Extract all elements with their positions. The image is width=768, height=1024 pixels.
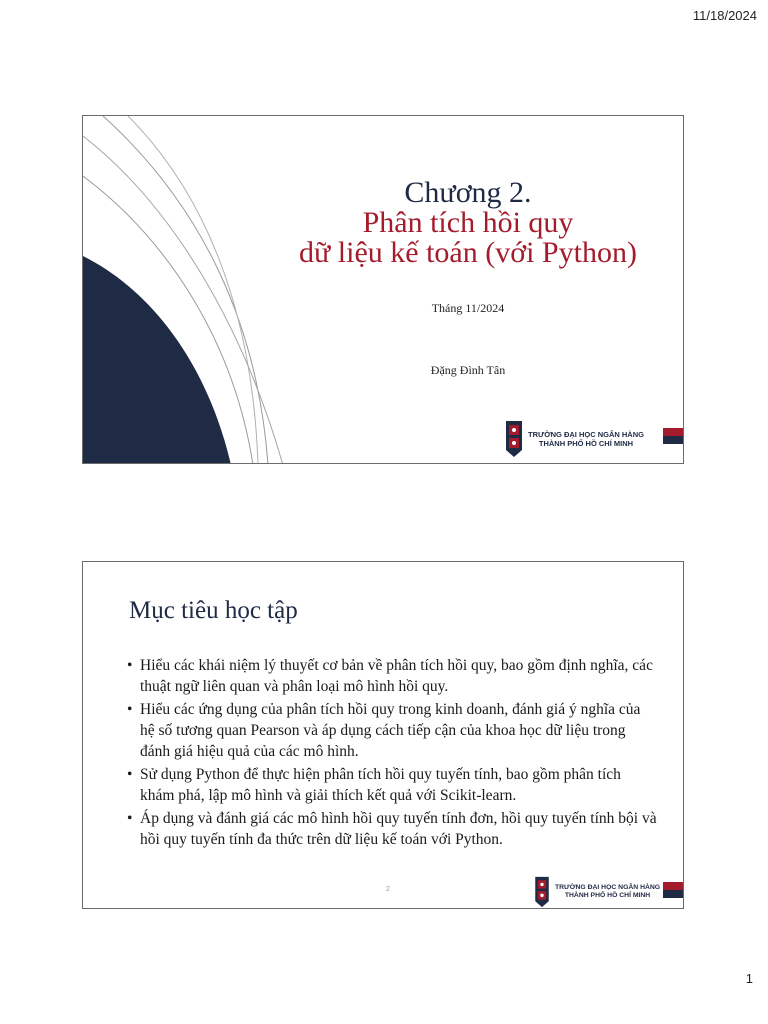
title-line-2: Phân tích hồi quy: [362, 206, 574, 239]
page-number: 1: [745, 971, 753, 986]
bullet-icon: •: [127, 657, 133, 674]
logo-text-line-1: TRƯỜNG ĐẠI HỌC NGÂN HÀNG: [555, 884, 661, 891]
bullet-icon: •: [127, 701, 133, 718]
logo-color-bars: [663, 428, 683, 444]
list-item: • Hiểu các ứng dụng của phân tích hồi quy trong kinh doanh, đánh giá ý nghĩa của hệ số tương quan Pearson và áp dụng cách tiếp cận của khoa học dữ liệu trong đánh giá hiệu quả của các mô hình.: [127, 701, 641, 760]
list-item: • Hiểu các khái niệm lý thuyết cơ bản về phân tích hồi quy, bao gồm định nghĩa, các thuật ngữ liên quan và phân loại mô hình hồi quy.: [127, 657, 653, 695]
bank-university-shield-icon: [534, 876, 550, 908]
slide-decoration: [83, 116, 283, 464]
bank-university-shield-icon: [505, 420, 523, 458]
university-logo: [534, 876, 660, 908]
logo-text-line-2: THÀNH PHỐ HỒ CHÍ MINH: [564, 892, 651, 899]
title-line-1: Chương 2.: [404, 176, 532, 209]
logo-text-line-2: THÀNH PHỐ HỒ CHÍ MINH: [538, 439, 634, 448]
list-item: • Sử dụng Python để thực hiện phân tích hồi quy tuyến tính, bao gồm phân tích khám phá, lập mô hình và giải thích kết quả với Scikit-learn.: [127, 766, 621, 804]
logo-color-bars: [663, 882, 683, 898]
slide-1: [82, 115, 684, 464]
page-date: 11/18/2024: [692, 8, 757, 23]
bullet-icon: •: [127, 810, 133, 827]
title-line-3: dữ liệu kế toán (với Python): [299, 236, 637, 269]
slide-2: [82, 561, 684, 909]
bullet-icon: •: [127, 766, 133, 783]
list-item: • Áp dụng và đánh giá các mô hình hồi quy tuyến tính đơn, hồi quy tuyến tính bội và hồi quy tuyến tính đa thức trên dữ liệu kế toán với Python.: [127, 810, 657, 848]
slide-date: Tháng 11/2024: [431, 301, 505, 315]
slide-title: [253, 178, 683, 268]
university-logo: [505, 420, 644, 458]
slide-title: Mục tiêu học tập: [129, 597, 298, 624]
objectives-list: [127, 655, 657, 852]
slide-author: Đặng Đình Tân: [430, 363, 506, 377]
slide-number: 2: [386, 886, 390, 893]
logo-text-line-1: TRƯỜNG ĐẠI HỌC NGÂN HÀNG: [528, 430, 644, 439]
